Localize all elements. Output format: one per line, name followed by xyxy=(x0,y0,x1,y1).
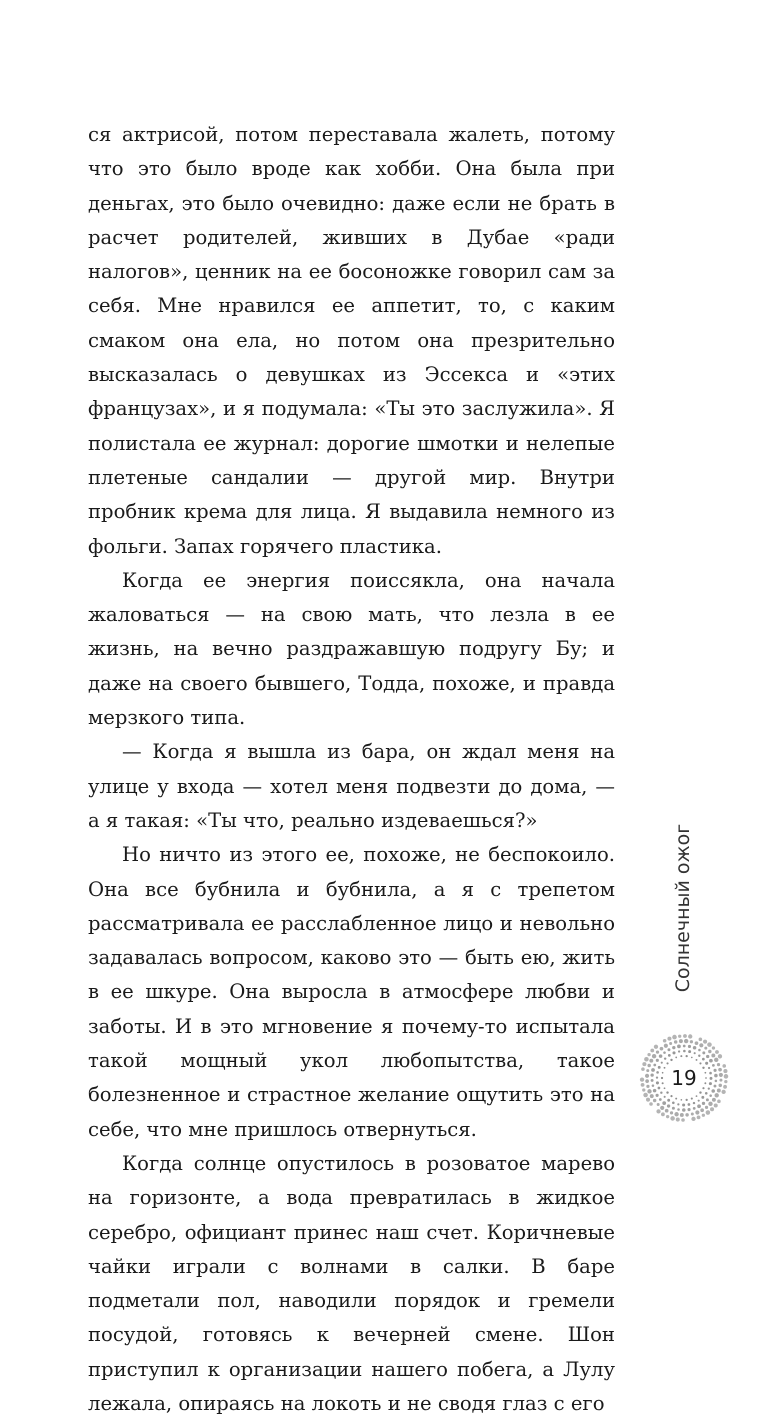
page-number: 19 xyxy=(671,1066,697,1090)
page-body xyxy=(88,118,615,1421)
paragraph-2: Когда ее энергия поиссякла, она начала жаловаться — на свою мать, что лезла в ее жизнь, на вечно раздражавшую подругу Бу; и даже на своего бывшего, Тодда, похоже, и правда мерзкого типа. xyxy=(88,568,615,730)
paragraph-3-dialogue: — Когда я вышла из бара, он ждал меня на улице у входа — хотел меня подвезти до дома, — а я такая: «Ты что, реально издеваешься?» xyxy=(88,740,615,832)
paragraph-1: ся актрисой, потом переставала жалеть, потому что это было вроде как хобби. Она была при деньгах, это было очевидно: даже если не брать в расчет родителей, живших в Дубае «ради налогов», ценник на ее босоножке говорил сам за себя. Мне нравился ее аппетит, то, с каким смаком она ела, но потом она презрительно высказалась о девушках из Эссекса и «этих французах», и я подумала: «Ты это заслужила». Я полистала ее журнал: дорогие шмотки и нелепые плетеные сандалии — другой мир. Внутри пробник крема для лица. Я выдавила немного из фольги. Запах горячего пластика. xyxy=(88,123,615,558)
paragraph-5: Когда солнце опустилось в розоватое марево на горизонте, а вода превратилась в жидкое серебро, официант принес наш счет. Коричневые чайки играли с волнами в салки. В баре подметали пол, наводили порядок и гремели посудой, готовясь к вечерней смене. Шон приступил к организации нашего побега, а Лулу лежала, опираясь на локоть и не сводя глаз с его xyxy=(88,1151,615,1415)
running-title: Солнечный ожог xyxy=(672,823,694,993)
paragraph-4: Но ничто из этого ее, похоже, не беспокоило. Она все бубнила и бубнила, а я с трепетом рассматривала ее расслабленное лицо и невольно задавалась вопросом, каково это — быть ею, жить в ее шкуре. Она выросла в атмосфере любви и заботы. И в это мгновение я почему-то испытала такой мощный укол любопытства, такое болезненное и страстное желание ощутить это на себе, что мне пришлось отвернуться. xyxy=(88,843,615,1141)
